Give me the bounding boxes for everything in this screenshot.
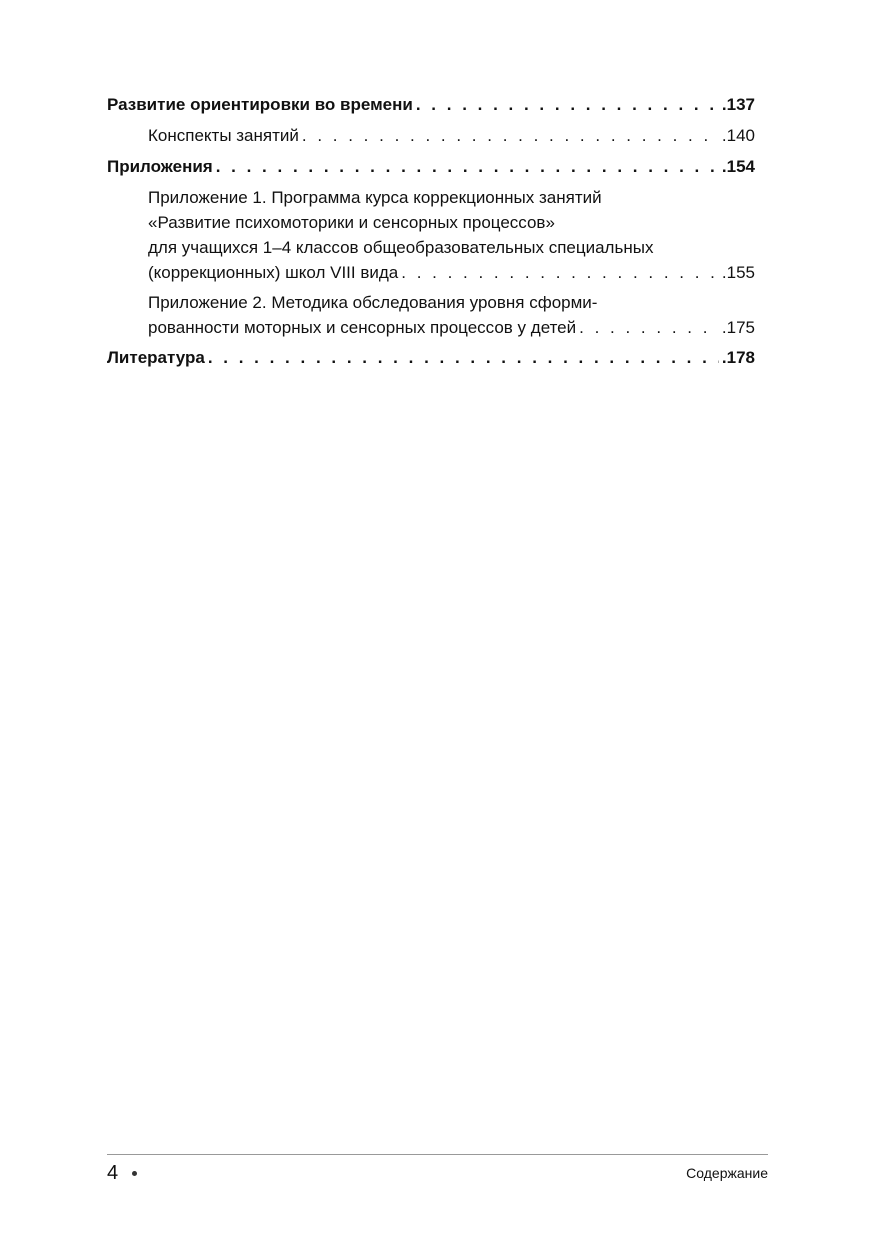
toc-entry[interactable] [107,92,755,117]
toc-entry-page: .154 [721,157,755,176]
leader-dots [302,123,719,148]
page-footer [107,1154,768,1184]
toc-entry-title: Приложения [107,157,213,176]
leader-dots [216,154,719,179]
toc-entry[interactable] [148,123,755,148]
toc-entry-page: .155 [721,263,755,282]
toc-entry-page: .178 [721,348,755,367]
toc-entry-title: Конспекты занятий [148,126,299,145]
toc-entry-line: рованности моторных и сенсорных процессов у детей [148,318,577,337]
table-of-contents [107,92,755,376]
toc-entry-page: .175 [721,318,755,337]
toc-entry[interactable] [107,345,755,370]
toc-entry-page: .140 [721,126,755,145]
leader-dots [579,315,719,340]
toc-entry-line: «Развитие психомоторики и сенсорных процессов» [148,213,555,232]
leader-dots [208,345,719,370]
footer-page-number-group [107,1161,137,1185]
toc-entry[interactable] [148,185,755,285]
toc-entry[interactable] [148,290,755,340]
bullet-icon [132,1171,137,1176]
toc-entry-title [148,185,755,285]
toc-entry-line: Приложение 2. Методика обследования уровня сформи- [148,293,598,312]
toc-entry-page: .137 [721,95,755,114]
leader-dots [416,92,719,117]
toc-entry-last-line [148,260,755,285]
running-header-title: Содержание [686,1165,768,1181]
toc-entry-last-line [148,315,755,340]
toc-entry-title: Литература [107,348,205,367]
page-number: 4 [107,1162,119,1184]
toc-entry[interactable] [107,154,755,179]
toc-entry-title: Развитие ориентировки во времени [107,95,413,114]
toc-entry-line: (коррекционных) школ VIII вида [148,263,399,282]
toc-entry-line: Приложение 1. Программа курса коррекционных занятий [148,188,602,207]
toc-entry-title [148,290,755,340]
leader-dots [401,260,719,285]
toc-entry-line: для учащихся 1–4 классов общеобразовательных специальных [148,238,654,257]
